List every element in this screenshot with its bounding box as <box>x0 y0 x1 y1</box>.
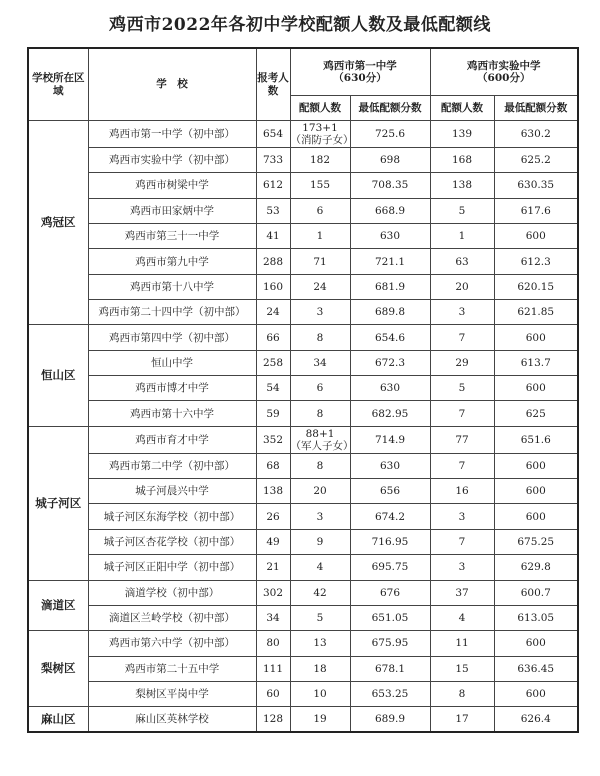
school-name: 鸡西市第六中学（初中部） <box>88 631 256 656</box>
min-score-school1: 681.9 <box>350 274 430 299</box>
school-name: 鸡西市育才中学 <box>88 426 256 453</box>
min-score-school1: 698 <box>350 148 430 173</box>
table-row <box>28 631 578 656</box>
quota-school1: 8 <box>290 401 350 426</box>
district-name: 麻山区 <box>28 707 88 732</box>
quota-school2: 29 <box>430 350 494 375</box>
applicants-count: 26 <box>256 504 290 529</box>
min-score-school2: 613.7 <box>494 350 578 375</box>
quota-school1: 6 <box>290 376 350 401</box>
quota-school1: 20 <box>290 479 350 504</box>
applicants-count: 53 <box>256 198 290 223</box>
header-school1-score: （630分） <box>333 72 387 84</box>
school-name: 城子河区正阳中学（初中部） <box>88 555 256 580</box>
min-score-school1: 678.1 <box>350 656 430 681</box>
applicants-count: 24 <box>256 300 290 325</box>
header-school2-score: （600分） <box>477 72 531 84</box>
applicants-count: 21 <box>256 555 290 580</box>
min-score-school2: 600 <box>494 224 578 249</box>
quota-school2: 3 <box>430 504 494 529</box>
table-row <box>28 376 578 401</box>
applicants-count: 288 <box>256 249 290 274</box>
applicants-count: 111 <box>256 656 290 681</box>
applicants-count: 160 <box>256 274 290 299</box>
school-name: 鸡西市第九中学 <box>88 249 256 274</box>
min-score-school2: 651.6 <box>494 426 578 453</box>
min-score-school1: 689.9 <box>350 707 430 732</box>
table-row <box>28 529 578 554</box>
applicants-count: 80 <box>256 631 290 656</box>
min-score-school1: 630 <box>350 376 430 401</box>
applicants-count: 654 <box>256 121 290 148</box>
quota-school2: 63 <box>430 249 494 274</box>
header-school1 <box>290 48 430 96</box>
quota-school2: 7 <box>430 453 494 478</box>
min-score-school2: 600 <box>494 376 578 401</box>
quota-school1: 1 <box>290 224 350 249</box>
quota-school2: 20 <box>430 274 494 299</box>
table-row <box>28 224 578 249</box>
min-score-school1: 630 <box>350 224 430 249</box>
quota-school1 <box>290 121 354 148</box>
applicants-count: 612 <box>256 173 290 198</box>
school-name: 梨树区平岗中学 <box>88 681 256 706</box>
min-score-school2: 617.6 <box>494 198 578 223</box>
header-school2 <box>430 48 578 96</box>
quota-school1: 3 <box>290 300 350 325</box>
quota-school2: 168 <box>430 148 494 173</box>
table-row <box>28 580 578 605</box>
header-quota-2: 配额人数 <box>430 96 494 121</box>
school-name: 鸡西市第一中学（初中部） <box>88 121 256 148</box>
school-name: 鸡西市第四中学（初中部） <box>88 325 256 350</box>
school-name: 城子河区杏花学校（初中部） <box>88 529 256 554</box>
school-name: 鸡西市第二十五中学 <box>88 656 256 681</box>
header-quota-1: 配额人数 <box>290 96 350 121</box>
quota-school1: 24 <box>290 274 350 299</box>
table-row <box>28 681 578 706</box>
header-school2-name: 鸡西市实验中学 <box>467 59 541 72</box>
quota-school1: 4 <box>290 555 350 580</box>
page-title: 鸡西市2022年各初中学校配额人数及最低配额线 <box>109 15 491 35</box>
header-min-score-1: 最低配额分数 <box>350 96 430 121</box>
applicants-count: 66 <box>256 325 290 350</box>
table-row <box>28 198 578 223</box>
table-row <box>28 656 578 681</box>
min-score-school2: 612.3 <box>494 249 578 274</box>
school-name: 鸡西市第十八中学 <box>88 274 256 299</box>
quota-school1: 155 <box>290 173 350 198</box>
table-body <box>28 121 578 733</box>
applicants-count: 733 <box>256 148 290 173</box>
quota-school2: 138 <box>430 173 494 198</box>
applicants-count: 302 <box>256 580 290 605</box>
min-score-school2: 626.4 <box>494 707 578 732</box>
table-row <box>28 401 578 426</box>
quota-school2: 139 <box>430 121 494 148</box>
applicants-count: 59 <box>256 401 290 426</box>
quota-school1: 13 <box>290 631 350 656</box>
quota-school2: 1 <box>430 224 494 249</box>
school-name: 鸡西市第二中学（初中部） <box>88 453 256 478</box>
district-name: 鸡冠区 <box>28 121 88 325</box>
applicants-count: 54 <box>256 376 290 401</box>
min-score-school2: 636.45 <box>494 656 578 681</box>
applicants-count: 128 <box>256 707 290 732</box>
min-score-school1: 668.9 <box>350 198 430 223</box>
quota-school2: 7 <box>430 325 494 350</box>
min-score-school2: 621.85 <box>494 300 578 325</box>
quota-school2: 7 <box>430 401 494 426</box>
school-name: 鸡西市第二十四中学（初中部） <box>88 300 256 325</box>
min-score-school1: 695.75 <box>350 555 430 580</box>
quota-school1 <box>290 426 354 453</box>
quota-school1: 10 <box>290 681 350 706</box>
min-score-school1: 676 <box>350 580 430 605</box>
min-score-school2: 600 <box>494 631 578 656</box>
quota-school2: 5 <box>430 376 494 401</box>
applicants-count: 68 <box>256 453 290 478</box>
quota-school1: 8 <box>290 325 350 350</box>
min-score-school1: 725.6 <box>350 121 430 148</box>
quota-table <box>27 47 579 733</box>
min-score-school2: 613.05 <box>494 605 578 630</box>
min-score-school1: 682.95 <box>350 401 430 426</box>
min-score-school1: 674.2 <box>350 504 430 529</box>
table-row <box>28 274 578 299</box>
quota-school1: 42 <box>290 580 350 605</box>
quota-school2: 16 <box>430 479 494 504</box>
quota-school1-note: （消防子女） <box>290 134 354 146</box>
school-name: 麻山区英林学校 <box>88 707 256 732</box>
min-score-school1: 675.95 <box>350 631 430 656</box>
quota-school1-note: （军人子女） <box>290 439 354 452</box>
header-min-score-2: 最低配额分数 <box>494 96 578 121</box>
header-applicants: 报考人数 <box>256 48 290 121</box>
min-score-school1: 653.25 <box>350 681 430 706</box>
district-name: 滴道区 <box>28 580 88 631</box>
table-row <box>28 148 578 173</box>
table-row <box>28 479 578 504</box>
quota-school1: 182 <box>290 148 350 173</box>
quota-school2: 37 <box>430 580 494 605</box>
table-row <box>28 605 578 630</box>
table-row <box>28 426 578 453</box>
applicants-count: 258 <box>256 350 290 375</box>
header-school: 学 校 <box>88 48 256 121</box>
school-name: 滴道区兰岭学校（初中部） <box>88 605 256 630</box>
quota-school1: 9 <box>290 529 350 554</box>
table-row <box>28 504 578 529</box>
table-row <box>28 350 578 375</box>
quota-school1: 3 <box>290 504 350 529</box>
min-score-school2: 625 <box>494 401 578 426</box>
quota-school2: 5 <box>430 198 494 223</box>
quota-school2: 7 <box>430 529 494 554</box>
table-row <box>28 300 578 325</box>
min-score-school2: 620.15 <box>494 274 578 299</box>
school-name: 鸡西市树梁中学 <box>88 173 256 198</box>
quota-school1: 71 <box>290 249 350 274</box>
quota-school1: 18 <box>290 656 350 681</box>
school-name: 鸡西市博才中学 <box>88 376 256 401</box>
min-score-school1: 721.1 <box>350 249 430 274</box>
quota-school2: 8 <box>430 681 494 706</box>
min-score-school2: 600 <box>494 681 578 706</box>
min-score-school2: 629.8 <box>494 555 578 580</box>
table-row <box>28 325 578 350</box>
quota-school1-value: 88+1 <box>305 427 335 440</box>
quota-school2: 77 <box>430 426 494 453</box>
min-score-school1: 716.95 <box>350 529 430 554</box>
min-score-school2: 600 <box>494 453 578 478</box>
table-row <box>28 121 578 148</box>
quota-school2: 11 <box>430 631 494 656</box>
min-score-school1: 656 <box>350 479 430 504</box>
table-row <box>28 173 578 198</box>
quota-school2: 4 <box>430 605 494 630</box>
table-row <box>28 249 578 274</box>
quota-school1: 5 <box>290 605 350 630</box>
school-name: 城子河区东海学校（初中部） <box>88 504 256 529</box>
quota-school2: 3 <box>430 300 494 325</box>
applicants-count: 41 <box>256 224 290 249</box>
min-score-school2: 600 <box>494 325 578 350</box>
min-score-school1: 654.6 <box>350 325 430 350</box>
district-name: 城子河区 <box>28 426 88 580</box>
table-row <box>28 453 578 478</box>
district-name: 恒山区 <box>28 325 88 426</box>
min-score-school1: 651.05 <box>350 605 430 630</box>
applicants-count: 49 <box>256 529 290 554</box>
header-school1-name: 鸡西市第一中学 <box>323 59 397 72</box>
min-score-school2: 600 <box>494 479 578 504</box>
min-score-school2: 675.25 <box>494 529 578 554</box>
applicants-count: 138 <box>256 479 290 504</box>
school-name: 城子河晨兴中学 <box>88 479 256 504</box>
school-name: 恒山中学 <box>88 350 256 375</box>
min-score-school2: 630.2 <box>494 121 578 148</box>
district-name: 梨树区 <box>28 631 88 707</box>
min-score-school1: 689.8 <box>350 300 430 325</box>
quota-school2: 3 <box>430 555 494 580</box>
school-name: 鸡西市田家炳中学 <box>88 198 256 223</box>
school-name: 鸡西市实验中学（初中部） <box>88 148 256 173</box>
min-score-school1: 708.35 <box>350 173 430 198</box>
school-name: 鸡西市第三十一中学 <box>88 224 256 249</box>
min-score-school2: 630.35 <box>494 173 578 198</box>
applicants-count: 34 <box>256 605 290 630</box>
quota-school1: 6 <box>290 198 350 223</box>
quota-school1: 8 <box>290 453 350 478</box>
header-district: 学校所在区域 <box>28 48 88 121</box>
quota-school2: 17 <box>430 707 494 732</box>
table-row <box>28 555 578 580</box>
min-score-school1: 630 <box>350 453 430 478</box>
min-score-school2: 625.2 <box>494 148 578 173</box>
applicants-count: 352 <box>256 426 290 453</box>
min-score-school2: 600.7 <box>494 580 578 605</box>
quota-school2: 15 <box>430 656 494 681</box>
min-score-school1: 672.3 <box>350 350 430 375</box>
quota-school1: 19 <box>290 707 350 732</box>
quota-school1-value: 173+1 <box>302 121 338 134</box>
min-score-school1: 714.9 <box>350 426 430 453</box>
quota-school1: 34 <box>290 350 350 375</box>
table-row <box>28 707 578 732</box>
applicants-count: 60 <box>256 681 290 706</box>
school-name: 鸡西市第十六中学 <box>88 401 256 426</box>
school-name: 滴道学校（初中部） <box>88 580 256 605</box>
min-score-school2: 600 <box>494 504 578 529</box>
